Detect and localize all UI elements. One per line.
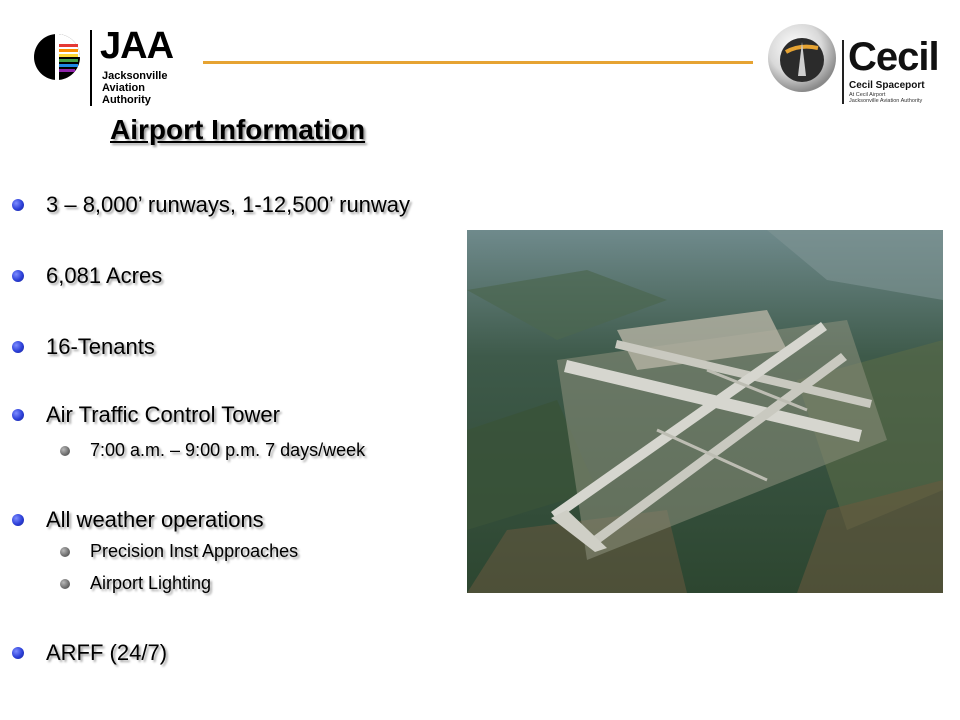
sub-bullet-text: 7:00 a.m. – 9:00 p.m. 7 days/week xyxy=(90,440,366,460)
sub-bullet-precision-approaches xyxy=(60,541,298,562)
jaa-subtitle-line: Authority xyxy=(102,94,151,106)
cecil-tagline-line: At Cecil Airport xyxy=(849,92,886,98)
sub-bullet-dot-icon xyxy=(60,579,70,589)
cecil-logo-subtitle: Cecil Spaceport xyxy=(849,80,925,91)
sub-bullet-airport-lighting xyxy=(60,573,211,594)
airfield-aerial-photo xyxy=(467,230,943,593)
bullet-text: 3 – 8,000’ runways, 1-12,500’ runway xyxy=(46,192,411,217)
cecil-tagline-line: Jacksonville Aviation Authority xyxy=(849,98,923,104)
jaa-emblem-icon xyxy=(32,32,82,82)
bullet-text: All weather operations xyxy=(46,507,264,532)
cecil-logo xyxy=(766,22,946,110)
bullet-weather-operations xyxy=(12,507,264,533)
bullet-text: Air Traffic Control Tower xyxy=(46,402,280,427)
sub-bullet-dot-icon xyxy=(60,446,70,456)
bullet-text: ARFF (24/7) xyxy=(46,640,168,665)
jaa-subtitle-line: Jacksonville xyxy=(102,70,168,82)
bullet-dot-icon xyxy=(12,270,24,282)
header-rule xyxy=(203,61,753,64)
cecil-spaceport-emblem-icon xyxy=(766,22,838,94)
bullet-control-tower xyxy=(12,402,280,428)
jaa-divider xyxy=(90,30,92,106)
jaa-logo-subtitle xyxy=(102,70,167,106)
sub-bullet-text: Airport Lighting xyxy=(90,573,212,593)
bullet-dot-icon xyxy=(12,514,24,526)
bullet-dot-icon xyxy=(12,341,24,353)
bullet-dot-icon xyxy=(12,647,24,659)
bullet-tenants xyxy=(12,334,155,360)
cecil-logo-tagline xyxy=(849,92,922,104)
bullet-arff xyxy=(12,640,167,666)
jaa-logo xyxy=(22,22,190,110)
jaa-logo-title: JAA xyxy=(100,25,174,67)
jaa-subtitle-line: Aviation xyxy=(102,82,145,94)
bullet-dot-icon xyxy=(12,199,24,211)
bullet-text: 16-Tenants xyxy=(46,334,155,359)
sub-bullet-dot-icon xyxy=(60,547,70,557)
cecil-divider xyxy=(842,40,844,104)
sub-bullet-text: Precision Inst Approaches xyxy=(90,541,299,561)
bullet-acres xyxy=(12,263,162,289)
airfield-aerial-image xyxy=(467,230,943,593)
slide-title: Airport Information xyxy=(110,114,366,145)
sub-bullet-tower-hours xyxy=(60,440,365,461)
bullet-runways xyxy=(12,192,410,218)
bullet-text: 6,081 Acres xyxy=(46,263,163,288)
cecil-logo-title: Cecil xyxy=(848,35,939,79)
bullet-dot-icon xyxy=(12,409,24,421)
